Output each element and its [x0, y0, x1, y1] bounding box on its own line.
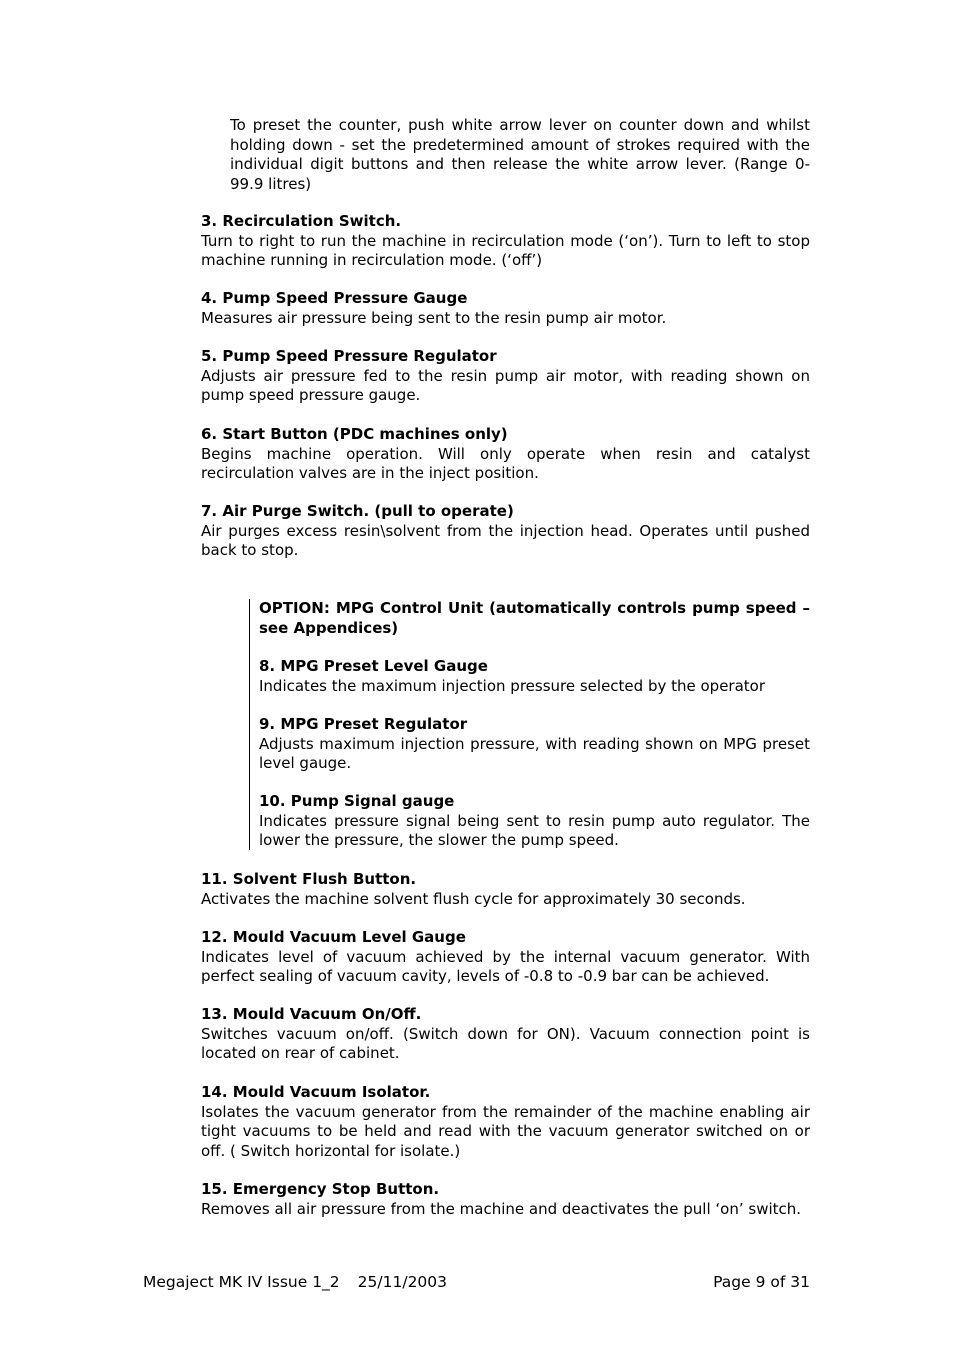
section-heading: 8. MPG Preset Level Gauge: [259, 657, 488, 675]
section-body: Indicates pressure signal being sent to resin pump auto regulator. The lower the pressure, the slower the pump speed.: [259, 811, 810, 849]
section-heading: 7. Air Purge Switch. (pull to operate): [201, 502, 514, 520]
section-body: Adjusts air pressure fed to the resin pump air motor, with reading shown on pump speed pressure gauge.: [201, 366, 810, 404]
section-body: Measures air pressure being sent to the resin pump air motor.: [201, 308, 667, 327]
section-emergency-stop-button: [201, 1180, 810, 1219]
section-heading: 10. Pump Signal gauge: [259, 792, 455, 810]
section-body: Indicates the maximum injection pressure selected by the operator: [259, 676, 766, 695]
section-heading: 12. Mould Vacuum Level Gauge: [201, 928, 466, 946]
section-body: Activates the machine solvent flush cycle for approximately 30 seconds.: [201, 889, 746, 908]
section-recirculation-switch: [201, 212, 810, 271]
option-item-pump-signal-gauge: [259, 792, 810, 851]
section-heading: 15. Emergency Stop Button.: [201, 1180, 440, 1198]
section-heading: 6. Start Button (PDC machines only): [201, 425, 508, 443]
counter-preset-paragraph: To preset the counter, push white arrow lever on counter down and whilst holding down - set the predetermined amount of strokes required with the individual digit buttons and then release the white arrow lever. (Range 0-99.9 litres): [230, 116, 810, 193]
section-air-purge-switch: [201, 502, 810, 561]
section-mould-vacuum-isolator: [201, 1083, 810, 1161]
section-mould-vacuum-level-gauge: [201, 928, 810, 987]
section-heading: 3. Recirculation Switch.: [201, 212, 402, 230]
section-mould-vacuum-on-off: [201, 1005, 810, 1064]
option-title: [259, 599, 810, 638]
footer-page-number: Page 9 of 31: [713, 1273, 810, 1291]
footer-doc-name: Megaject MK IV Issue 1_2: [143, 1273, 340, 1291]
footer-document-info: [143, 1272, 447, 1292]
option-item-mpg-preset-level-gauge: [259, 657, 810, 696]
section-body: Switches vacuum on/off. (Switch down for ON). Vacuum connection point is located on rear of cabinet.: [201, 1024, 810, 1062]
section-body: Air purges excess resin\solvent from the injection head. Operates until pushed back to stop.: [201, 521, 810, 559]
section-body: Turn to right to run the machine in recirculation mode (‘on’). Turn to left to stop machine running in recirculation mode. (‘off’): [201, 231, 810, 269]
section-start-button: [201, 425, 810, 484]
section-pump-speed-pressure-gauge: [201, 289, 810, 328]
section-heading: 13. Mould Vacuum On/Off.: [201, 1005, 422, 1023]
option-item-mpg-preset-regulator: [259, 715, 810, 774]
section-heading: 11. Solvent Flush Button.: [201, 870, 417, 888]
section-heading: 5. Pump Speed Pressure Regulator: [201, 347, 497, 365]
section-heading: 14. Mould Vacuum Isolator.: [201, 1083, 431, 1101]
section-heading: 4. Pump Speed Pressure Gauge: [201, 289, 468, 307]
footer-date: 25/11/2003: [357, 1273, 448, 1291]
section-body: Removes all air pressure from the machine and deactivates the pull ‘on’ switch.: [201, 1199, 802, 1218]
section-body: Adjusts maximum injection pressure, with reading shown on MPG preset level gauge.: [259, 734, 810, 772]
section-pump-speed-pressure-regulator: [201, 347, 810, 406]
section-heading: 9. MPG Preset Regulator: [259, 715, 468, 733]
section-solvent-flush-button: [201, 870, 810, 909]
section-body: Begins machine operation. Will only operate when resin and catalyst recirculation valves are in the inject position.: [201, 444, 810, 482]
section-body: Isolates the vacuum generator from the remainder of the machine enabling air tight vacuums to be held and read with the vacuum generator switched on or off. ( Switch horizontal for isolate.): [201, 1102, 810, 1160]
section-body: Indicates level of vacuum achieved by the internal vacuum generator. With perfect sealing of vacuum cavity, levels of -0.8 to -0.9 bar can be achieved.: [201, 947, 810, 985]
option-title-text: OPTION: MPG Control Unit (automatically controls pump speed – see Appendices): [259, 599, 810, 637]
